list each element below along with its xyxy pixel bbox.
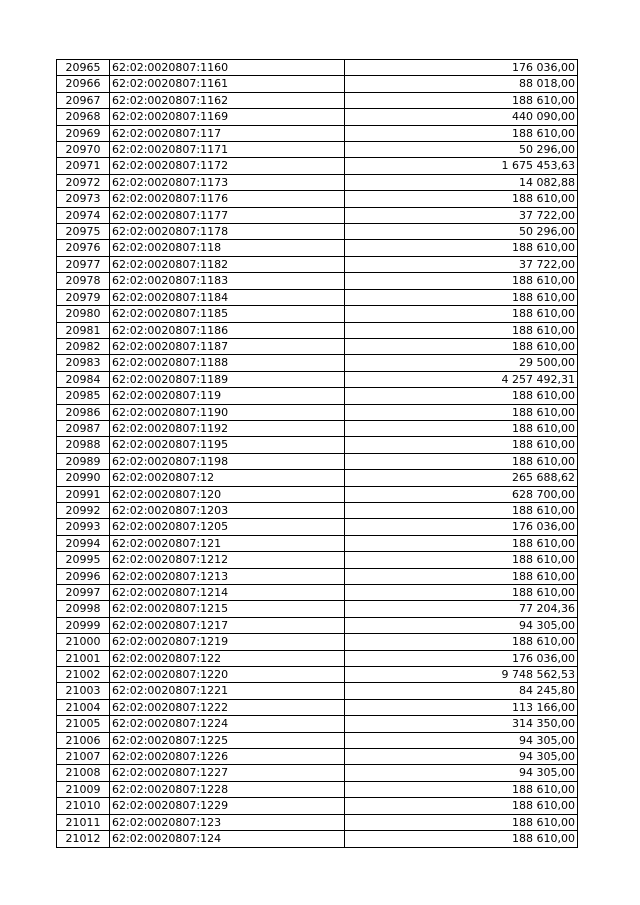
cadastral-value-cell: 628 700,00 xyxy=(345,486,578,502)
cadastral-value-cell: 9 748 562,53 xyxy=(345,667,578,683)
cadastral-number-cell: 62:02:0020807:1214 xyxy=(110,585,345,601)
cadastral-number-cell: 62:02:0020807:1215 xyxy=(110,601,345,617)
row-number-cell: 21003 xyxy=(57,683,110,699)
cadastral-value-cell: 176 036,00 xyxy=(345,519,578,535)
table-row xyxy=(57,125,578,141)
row-number-cell: 20989 xyxy=(57,453,110,469)
table-row xyxy=(57,109,578,125)
table-row xyxy=(57,585,578,601)
row-number-cell: 20972 xyxy=(57,174,110,190)
cadastral-number-cell: 62:02:0020807:1220 xyxy=(110,667,345,683)
table-row xyxy=(57,470,578,486)
table-row xyxy=(57,634,578,650)
cadastral-number-cell: 62:02:0020807:1225 xyxy=(110,732,345,748)
cadastral-number-cell: 62:02:0020807:119 xyxy=(110,388,345,404)
row-number-cell: 20966 xyxy=(57,76,110,92)
cadastral-value-cell: 188 610,00 xyxy=(345,420,578,436)
cadastral-value-cell: 188 610,00 xyxy=(345,634,578,650)
row-number-cell: 21002 xyxy=(57,667,110,683)
cadastral-number-cell: 62:02:0020807:1219 xyxy=(110,634,345,650)
row-number-cell: 21009 xyxy=(57,781,110,797)
cadastral-number-cell: 62:02:0020807:1178 xyxy=(110,224,345,240)
cadastral-number-cell: 62:02:0020807:1205 xyxy=(110,519,345,535)
table-row xyxy=(57,174,578,190)
cadastral-number-cell: 62:02:0020807:1222 xyxy=(110,699,345,715)
row-number-cell: 21007 xyxy=(57,749,110,765)
row-number-cell: 20991 xyxy=(57,486,110,502)
table-row xyxy=(57,388,578,404)
cadastral-number-cell: 62:02:0020807:1213 xyxy=(110,568,345,584)
row-number-cell: 20990 xyxy=(57,470,110,486)
cadastral-value-cell: 188 610,00 xyxy=(345,125,578,141)
cadastral-number-cell: 62:02:0020807:1185 xyxy=(110,306,345,322)
cadastral-number-cell: 62:02:0020807:1198 xyxy=(110,453,345,469)
row-number-cell: 20981 xyxy=(57,322,110,338)
cadastral-value-cell: 188 610,00 xyxy=(345,568,578,584)
cadastral-value-cell: 77 204,36 xyxy=(345,601,578,617)
table-row xyxy=(57,191,578,207)
cadastral-number-cell: 62:02:0020807:1171 xyxy=(110,142,345,158)
cadastral-number-cell: 62:02:0020807:120 xyxy=(110,486,345,502)
table-row xyxy=(57,617,578,633)
cadastral-value-cell: 94 305,00 xyxy=(345,765,578,781)
cadastral-number-cell: 62:02:0020807:123 xyxy=(110,814,345,830)
cadastral-number-cell: 62:02:0020807:1189 xyxy=(110,371,345,387)
cadastral-number-cell: 62:02:0020807:1224 xyxy=(110,716,345,732)
cadastral-value-cell: 14 082,88 xyxy=(345,174,578,190)
cadastral-number-cell: 62:02:0020807:1226 xyxy=(110,749,345,765)
row-number-cell: 20969 xyxy=(57,125,110,141)
cadastral-number-cell: 62:02:0020807:122 xyxy=(110,650,345,666)
cadastral-number-cell: 62:02:0020807:1184 xyxy=(110,289,345,305)
table-row xyxy=(57,502,578,518)
table-row xyxy=(57,535,578,551)
cadastral-value-cell: 440 090,00 xyxy=(345,109,578,125)
cadastral-number-cell: 62:02:0020807:1183 xyxy=(110,273,345,289)
cadastral-value-cell: 265 688,62 xyxy=(345,470,578,486)
table-row xyxy=(57,650,578,666)
cadastral-number-cell: 62:02:0020807:1212 xyxy=(110,552,345,568)
cadastral-number-cell: 62:02:0020807:1182 xyxy=(110,256,345,272)
table-row xyxy=(57,453,578,469)
table-row xyxy=(57,765,578,781)
row-number-cell: 21006 xyxy=(57,732,110,748)
row-number-cell: 21004 xyxy=(57,699,110,715)
cadastral-value-cell: 1 675 453,63 xyxy=(345,158,578,174)
cadastral-value-cell: 188 610,00 xyxy=(345,92,578,108)
table-row xyxy=(57,142,578,158)
table-row xyxy=(57,781,578,797)
cadastral-number-cell: 62:02:0020807:12 xyxy=(110,470,345,486)
row-number-cell: 20988 xyxy=(57,437,110,453)
row-number-cell: 20996 xyxy=(57,568,110,584)
cadastral-value-cell: 188 610,00 xyxy=(345,535,578,551)
row-number-cell: 20999 xyxy=(57,617,110,633)
row-number-cell: 20975 xyxy=(57,224,110,240)
row-number-cell: 20970 xyxy=(57,142,110,158)
table-row xyxy=(57,601,578,617)
table-row xyxy=(57,371,578,387)
cadastral-value-cell: 188 610,00 xyxy=(345,552,578,568)
row-number-cell: 21008 xyxy=(57,765,110,781)
row-number-cell: 20992 xyxy=(57,502,110,518)
cadastral-value-cell: 188 610,00 xyxy=(345,273,578,289)
cadastral-number-cell: 62:02:0020807:117 xyxy=(110,125,345,141)
row-number-cell: 20984 xyxy=(57,371,110,387)
table-row xyxy=(57,749,578,765)
cadastral-value-cell: 37 722,00 xyxy=(345,207,578,223)
cadastral-number-cell: 62:02:0020807:1190 xyxy=(110,404,345,420)
cadastral-number-cell: 62:02:0020807:1186 xyxy=(110,322,345,338)
table-row xyxy=(57,76,578,92)
table-row xyxy=(57,60,578,76)
row-number-cell: 20977 xyxy=(57,256,110,272)
row-number-cell: 20979 xyxy=(57,289,110,305)
cadastral-value-cell: 188 610,00 xyxy=(345,781,578,797)
cadastral-number-cell: 62:02:0020807:1221 xyxy=(110,683,345,699)
cadastral-number-cell: 62:02:0020807:1192 xyxy=(110,420,345,436)
cadastral-value-cell: 188 610,00 xyxy=(345,831,578,847)
table-row xyxy=(57,831,578,847)
cadastral-number-cell: 62:02:0020807:1177 xyxy=(110,207,345,223)
table-row xyxy=(57,240,578,256)
cadastral-number-cell: 62:02:0020807:121 xyxy=(110,535,345,551)
cadastral-value-cell: 188 610,00 xyxy=(345,798,578,814)
row-number-cell: 21011 xyxy=(57,814,110,830)
row-number-cell: 20986 xyxy=(57,404,110,420)
row-number-cell: 20980 xyxy=(57,306,110,322)
cadastral-value-cell: 188 610,00 xyxy=(345,338,578,354)
cadastral-value-cell: 188 610,00 xyxy=(345,585,578,601)
table-row xyxy=(57,256,578,272)
cadastral-value-cell: 188 610,00 xyxy=(345,453,578,469)
row-number-cell: 20968 xyxy=(57,109,110,125)
row-number-cell: 20971 xyxy=(57,158,110,174)
table-row xyxy=(57,289,578,305)
row-number-cell: 20978 xyxy=(57,273,110,289)
cadastral-number-cell: 62:02:0020807:1203 xyxy=(110,502,345,518)
table-row xyxy=(57,338,578,354)
table-row xyxy=(57,322,578,338)
cadastral-value-cell: 314 350,00 xyxy=(345,716,578,732)
row-number-cell: 21010 xyxy=(57,798,110,814)
table-row xyxy=(57,420,578,436)
cadastral-value-cell: 188 610,00 xyxy=(345,191,578,207)
row-number-cell: 20973 xyxy=(57,191,110,207)
row-number-cell: 20985 xyxy=(57,388,110,404)
table-row xyxy=(57,92,578,108)
cadastral-number-cell: 62:02:0020807:1229 xyxy=(110,798,345,814)
cadastral-number-cell: 62:02:0020807:118 xyxy=(110,240,345,256)
row-number-cell: 20995 xyxy=(57,552,110,568)
row-number-cell: 20967 xyxy=(57,92,110,108)
table-row xyxy=(57,699,578,715)
cadastral-number-cell: 62:02:0020807:1173 xyxy=(110,174,345,190)
cadastral-value-table xyxy=(56,59,578,848)
table-body xyxy=(57,60,578,848)
cadastral-value-cell: 188 610,00 xyxy=(345,306,578,322)
cadastral-number-cell: 62:02:0020807:1160 xyxy=(110,60,345,76)
row-number-cell: 20997 xyxy=(57,585,110,601)
row-number-cell: 21000 xyxy=(57,634,110,650)
row-number-cell: 20983 xyxy=(57,355,110,371)
cadastral-value-cell: 188 610,00 xyxy=(345,437,578,453)
cadastral-number-cell: 62:02:0020807:1195 xyxy=(110,437,345,453)
cadastral-value-cell: 188 610,00 xyxy=(345,388,578,404)
cadastral-number-cell: 62:02:0020807:1217 xyxy=(110,617,345,633)
cadastral-number-cell: 62:02:0020807:1176 xyxy=(110,191,345,207)
cadastral-number-cell: 62:02:0020807:1227 xyxy=(110,765,345,781)
cadastral-value-cell: 4 257 492,31 xyxy=(345,371,578,387)
table-row xyxy=(57,667,578,683)
cadastral-value-cell: 188 610,00 xyxy=(345,240,578,256)
table-row xyxy=(57,158,578,174)
table-row xyxy=(57,224,578,240)
cadastral-value-cell: 50 296,00 xyxy=(345,142,578,158)
table-row xyxy=(57,716,578,732)
row-number-cell: 20982 xyxy=(57,338,110,354)
cadastral-value-cell: 188 610,00 xyxy=(345,814,578,830)
cadastral-value-cell: 94 305,00 xyxy=(345,732,578,748)
cadastral-number-cell: 62:02:0020807:1161 xyxy=(110,76,345,92)
row-number-cell: 20974 xyxy=(57,207,110,223)
table-row xyxy=(57,798,578,814)
cadastral-value-cell: 188 610,00 xyxy=(345,322,578,338)
cadastral-value-cell: 176 036,00 xyxy=(345,60,578,76)
table-row xyxy=(57,519,578,535)
table-row xyxy=(57,683,578,699)
cadastral-number-cell: 62:02:0020807:1188 xyxy=(110,355,345,371)
row-number-cell: 20993 xyxy=(57,519,110,535)
table-row xyxy=(57,306,578,322)
cadastral-value-cell: 113 166,00 xyxy=(345,699,578,715)
table-row xyxy=(57,273,578,289)
table-row xyxy=(57,568,578,584)
row-number-cell: 20976 xyxy=(57,240,110,256)
cadastral-value-cell: 176 036,00 xyxy=(345,650,578,666)
row-number-cell: 20965 xyxy=(57,60,110,76)
cadastral-number-cell: 62:02:0020807:1172 xyxy=(110,158,345,174)
row-number-cell: 21001 xyxy=(57,650,110,666)
table-row xyxy=(57,404,578,420)
cadastral-value-cell: 188 610,00 xyxy=(345,404,578,420)
table-row xyxy=(57,552,578,568)
table-row xyxy=(57,814,578,830)
cadastral-value-cell: 84 245,80 xyxy=(345,683,578,699)
cadastral-value-cell: 29 500,00 xyxy=(345,355,578,371)
cadastral-value-cell: 50 296,00 xyxy=(345,224,578,240)
cadastral-value-cell: 94 305,00 xyxy=(345,749,578,765)
cadastral-value-cell: 37 722,00 xyxy=(345,256,578,272)
row-number-cell: 21005 xyxy=(57,716,110,732)
row-number-cell: 21012 xyxy=(57,831,110,847)
cadastral-number-cell: 62:02:0020807:1187 xyxy=(110,338,345,354)
table-row xyxy=(57,207,578,223)
table-row xyxy=(57,437,578,453)
row-number-cell: 20998 xyxy=(57,601,110,617)
row-number-cell: 20994 xyxy=(57,535,110,551)
cadastral-number-cell: 62:02:0020807:1162 xyxy=(110,92,345,108)
table-row xyxy=(57,732,578,748)
table-row xyxy=(57,486,578,502)
cadastral-number-cell: 62:02:0020807:1169 xyxy=(110,109,345,125)
cadastral-value-cell: 188 610,00 xyxy=(345,502,578,518)
row-number-cell: 20987 xyxy=(57,420,110,436)
cadastral-number-cell: 62:02:0020807:1228 xyxy=(110,781,345,797)
cadastral-number-cell: 62:02:0020807:124 xyxy=(110,831,345,847)
cadastral-value-cell: 188 610,00 xyxy=(345,289,578,305)
cadastral-value-cell: 94 305,00 xyxy=(345,617,578,633)
table-row xyxy=(57,355,578,371)
cadastral-value-cell: 88 018,00 xyxy=(345,76,578,92)
